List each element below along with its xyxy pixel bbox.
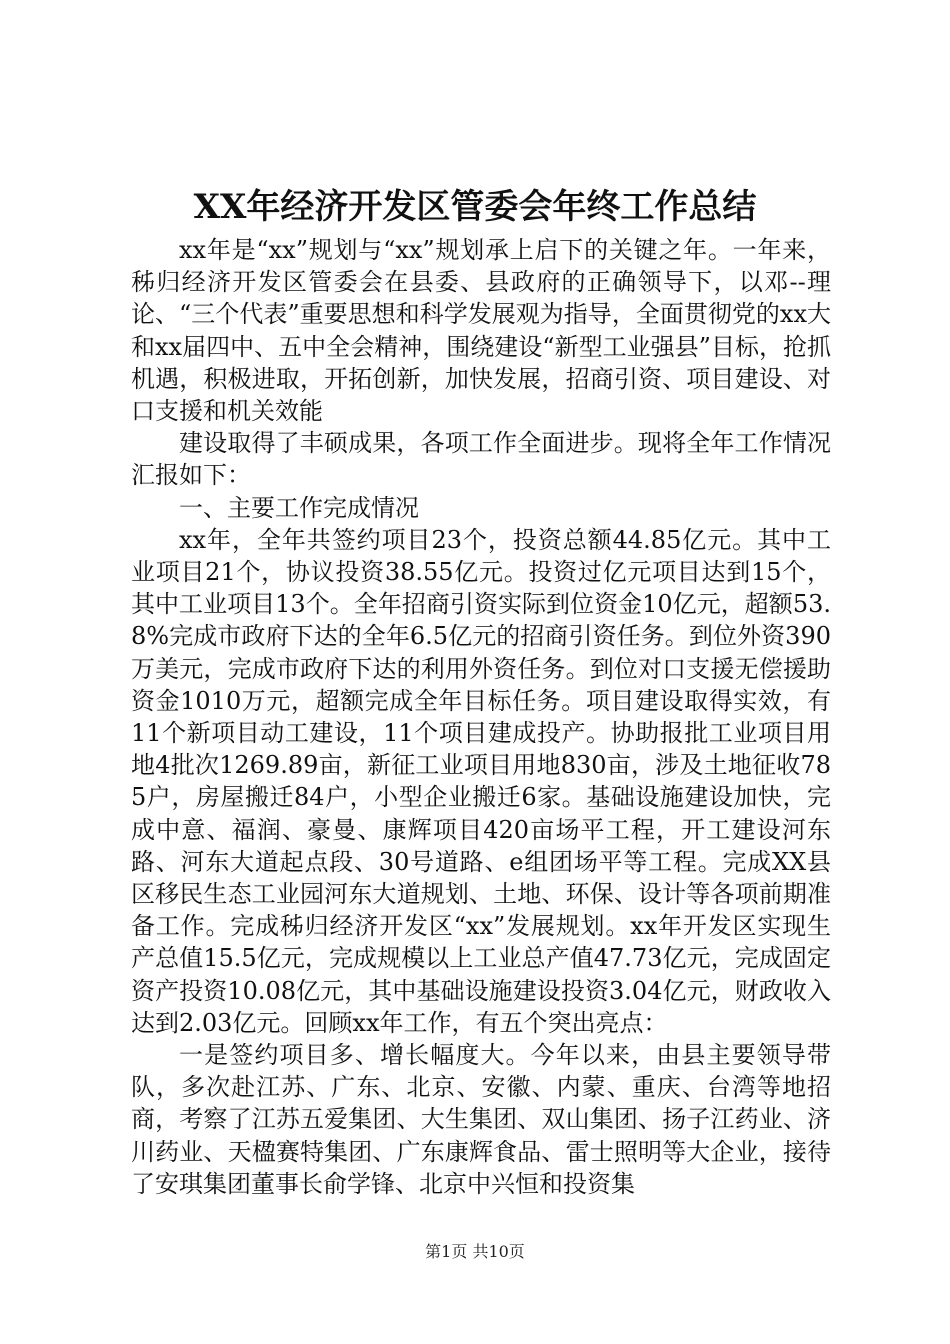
- document-title: XX年经济开发区管委会年终工作总结: [193, 187, 757, 227]
- paragraph-work-summary: xx年，全年共签约项目23个，投资总额44.85亿元。其中工业项目21个，协议投资38.55亿元。投资过亿元项目达到15个，其中工业项目13个。全年招商引资实际到位资金10亿元，超额53.8%完成市政府下达的全年6.5亿元的招商引资任务。到位外资390万美元，完成市政府下达的利用外资任务。到位对口支援无偿援助资金1010万元，超额完成全年目标任务。项目建设取得实效，有11个新项目动工建设，11个项目建成投产。协助报批工业项目用地4批次1269.89亩，新征工业项目用地830亩，涉及土地征收785户，房屋搬迁84户，小型企业搬迁6家。基础设施建设加快，完成中意、福润、豪曼、康辉项目420亩场平工程，开工建设河东路、河东大道起点段、30号道路、e组团场平等工程。完成XX县区移民生态工业园河东大道规划、土地、环保、设计等各项前期准备工作。完成秭归经济开发区“xx”发展规划。xx年开发区实现生产总值15.5亿元，完成规模以上工业总产值47.73亿元，完成固定资产投资10.08亿元，其中基础设施建设投资3.04亿元，财政收入达到2.03亿元。回顾xx年工作，有五个突出亮点：: [131, 525, 831, 1037]
- section-heading-main-work: 一、主要工作完成情况: [179, 493, 419, 522]
- document-body: [131, 234, 831, 1200]
- page-number-footer: 第1页 共10页: [425, 1242, 525, 1261]
- paragraph-intro: xx年是“xx”规划与“xx”规划承上启下的关键之年。一年来，秭归经济开发区管委会在县委、县政府的正确领导下，以邓--理论、“三个代表”重要思想和科学发展观为指导，全面贯彻党的xx大和xx届四中、五中全会精神，围绕建设“新型工业强县”目标，抢抓机遇，积极进取，开拓创新，加快发展，招商引资、项目建设、对口支援和机关效能: [131, 236, 831, 426]
- paragraph-highlight-one: 一是签约项目多、增长幅度大。今年以来，由县主要领导带队，多次赴江苏、广东、北京、安徽、内蒙、重庆、台湾等地招商，考察了江苏五爱集团、大生集团、双山集团、扬子江药业、济川药业、天楹赛特集团、广东康辉食品、雷士照明等大企业，接待了安琪集团董事长俞学锋、北京中兴恒和投资集: [131, 1041, 831, 1198]
- paragraph-intro-continued: 建设取得了丰硕成果，各项工作全面进步。现将全年工作情况汇报如下：: [131, 429, 831, 490]
